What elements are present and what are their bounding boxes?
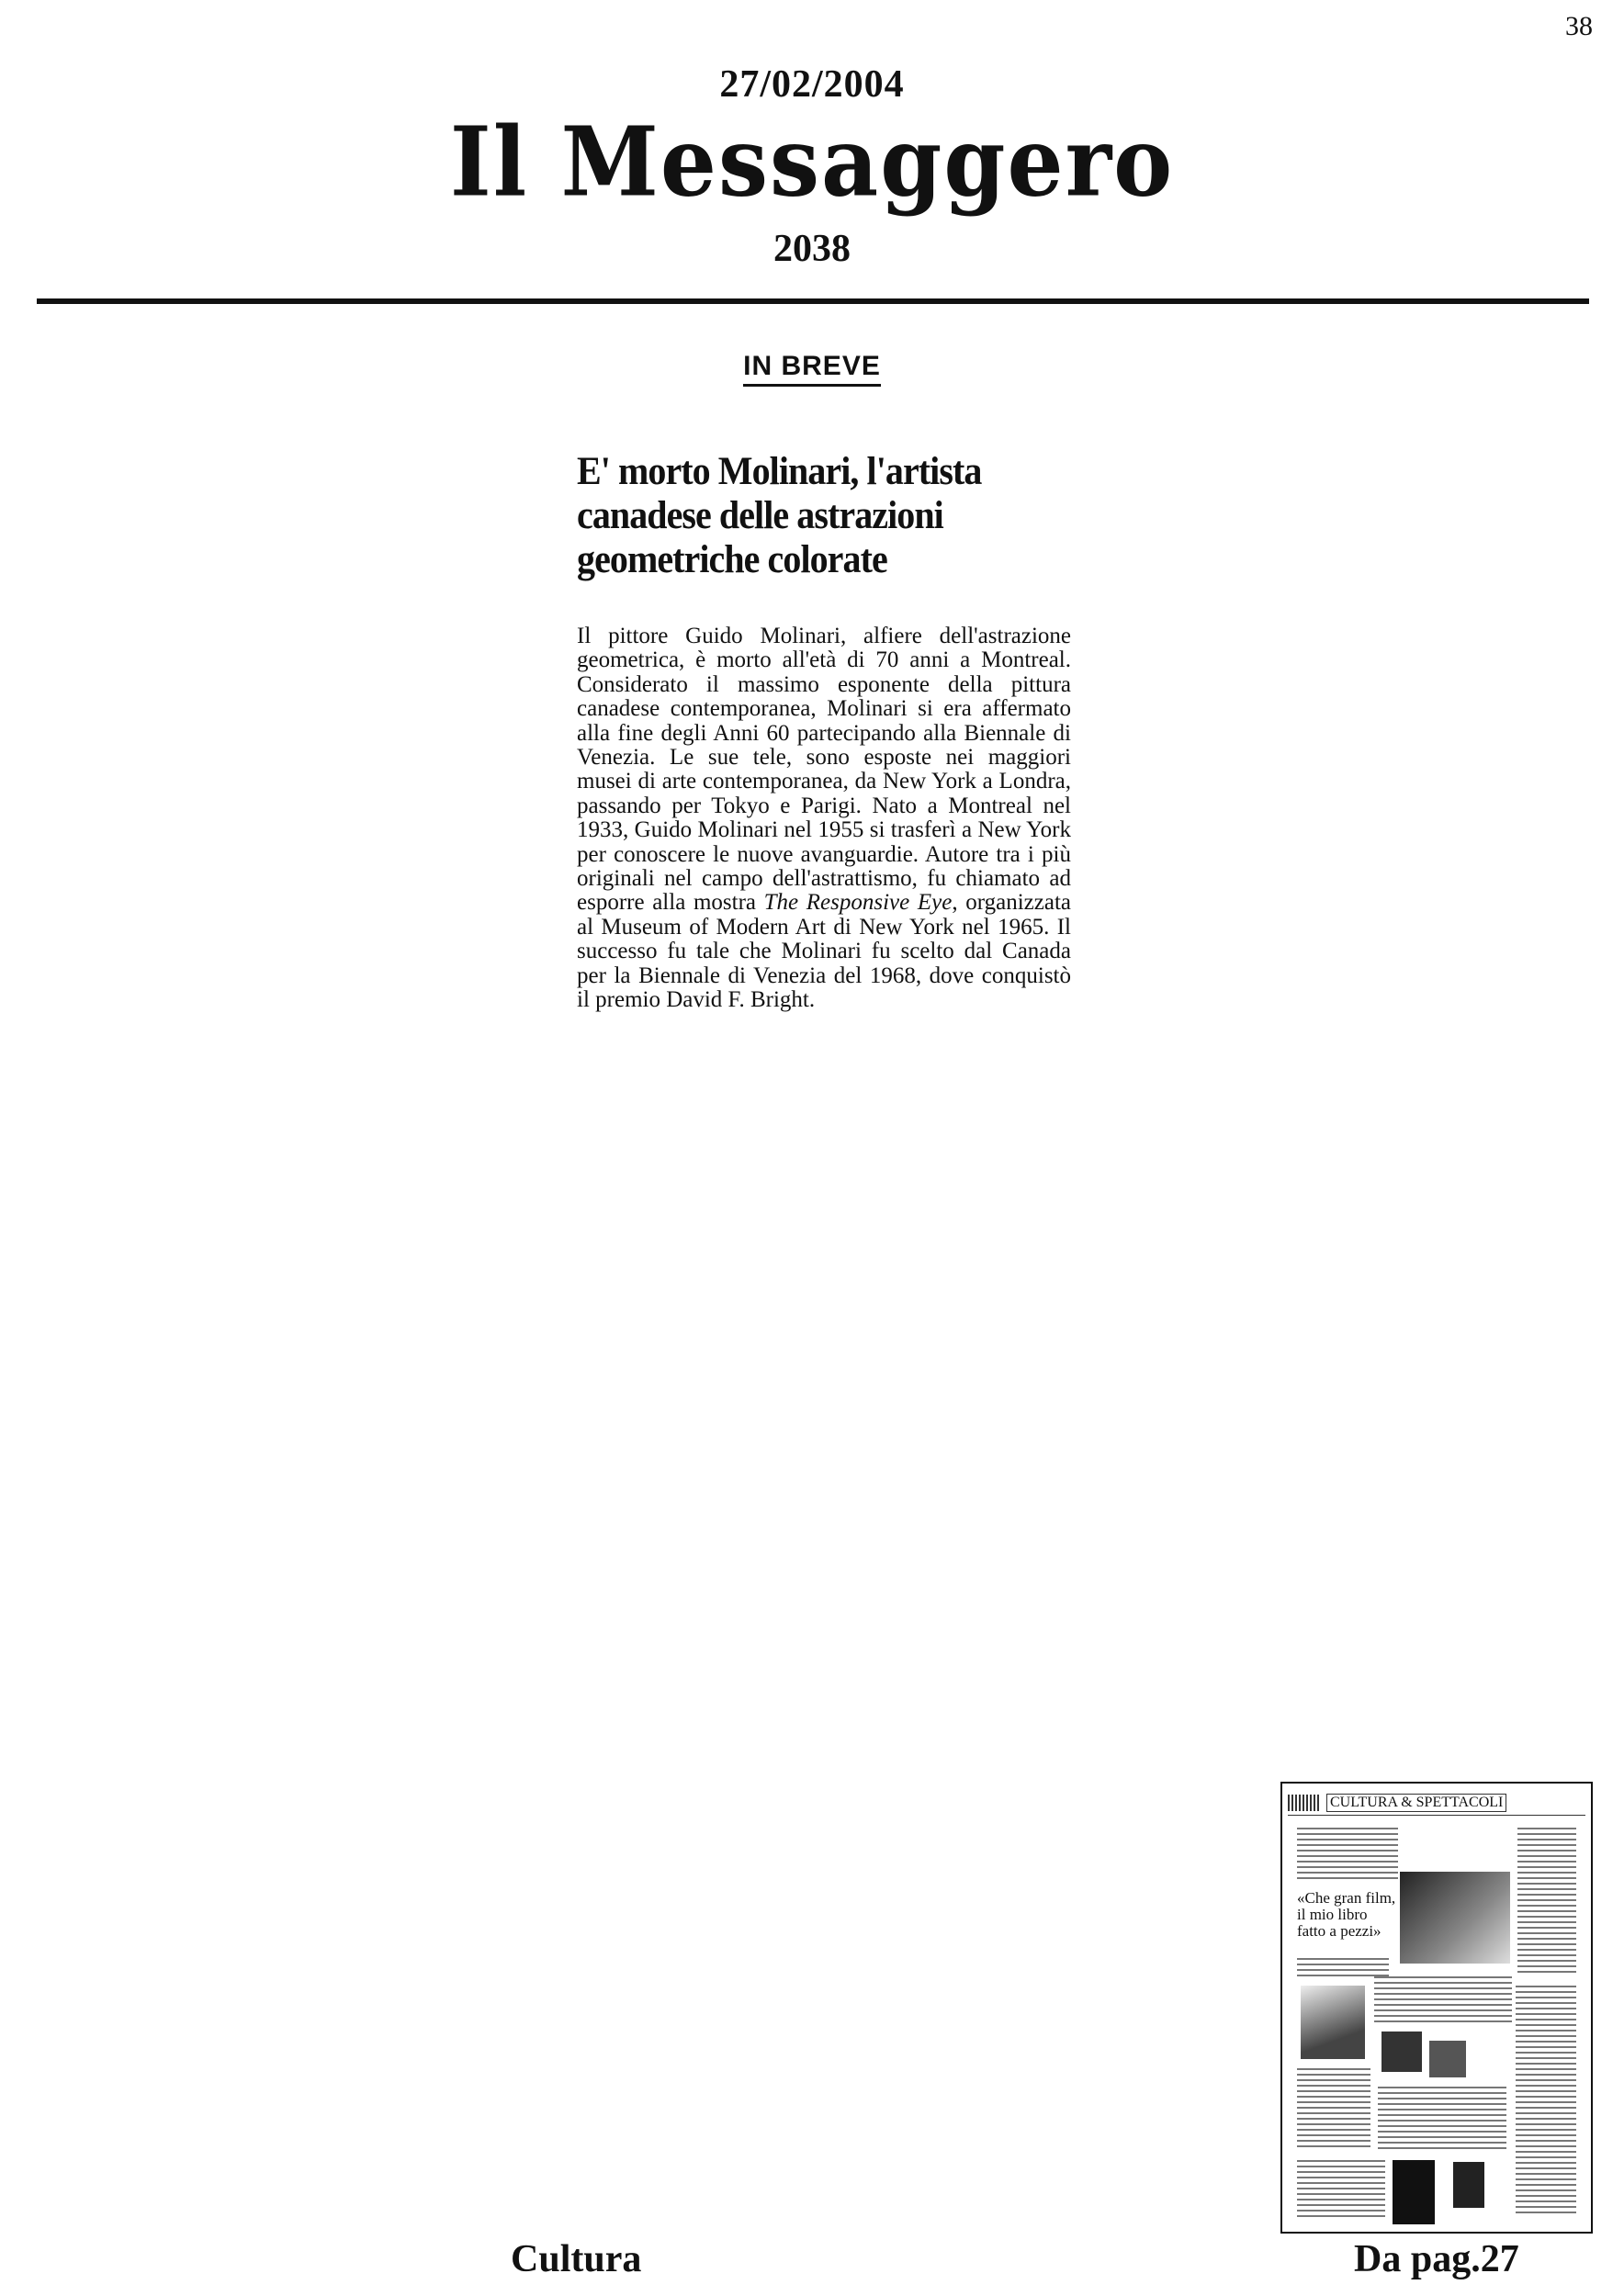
newspaper-logo: Il Messaggero [449, 106, 1175, 219]
article [577, 450, 1071, 1036]
masthead [0, 62, 1624, 271]
thumbnail-text-block [1297, 2068, 1370, 2151]
header-divider [37, 298, 1589, 304]
thumbnail-text-block [1517, 1828, 1576, 1975]
clipping-code: 2038 [773, 228, 851, 270]
footer-section: Cultura [511, 2238, 642, 2280]
article-body-part-2: , organizzata al Museum of Modern Art di New York nel 1965. Il successo fu tale che Molinari fu scelto dal Canada per la Biennale di Venezia del 1968, dove conquistò il premio David F. Bright. [577, 890, 1071, 1013]
thumbnail-photo [1382, 2032, 1422, 2072]
thumbnail-text-block [1297, 1828, 1398, 1883]
thumbnail-photo [1453, 2162, 1484, 2208]
footer-source-page: Da pag.27 [1354, 2238, 1519, 2280]
article-headline: E' morto Molinari, l'artista canadese delle astrazioni geometriche colorate [577, 450, 982, 581]
source-page-thumbnail [1280, 1782, 1593, 2234]
thumbnail-photo [1429, 2041, 1466, 2077]
publication-date: 27/02/2004 [719, 63, 905, 106]
thumbnail-text-block [1374, 1976, 1512, 2022]
section-tag-label: IN BREVE [743, 351, 881, 387]
thumbnail-section-title: CULTURA & SPETTACOLI [1326, 1794, 1506, 1812]
thumbnail-header [1288, 1791, 1585, 1816]
exhibition-title: The Responsive Eye [763, 890, 953, 916]
page-number: 38 [1565, 11, 1593, 41]
article-body [577, 625, 1071, 1013]
thumbnail-photo [1393, 2160, 1435, 2224]
thumbnail-photo [1400, 1872, 1510, 1964]
section-tag [0, 351, 1624, 387]
thumbnail-photo [1301, 1986, 1365, 2059]
thumbnail-headline: «Che gran film, il mio libro fatto a pezzi» [1297, 1889, 1396, 1940]
thumbnail-text-block [1297, 2160, 1385, 2221]
thumbnail-text-block [1516, 1986, 1576, 2215]
thumbnail-text-block [1378, 2087, 1506, 2151]
article-body-part-1: Il pittore Guido Molinari, alfiere dell'astrazione geometrica, è morto all'età di 70 anni a Montreal. Considerato il massimo esponente della pittura canadese contemporanea, Molinari si era affermato alla fine degli Anni 60 partecipando alla Biennale di Venezia. Le sue tele, sono esposte nei maggiori musei di arte contemporanea, da New York a Londra, passando per Tokyo e Parigi. Nato a Montreal nel 1933, Guido Molinari nel 1955 si trasferì a New York per conoscere le nuove avanguardie. Autore tra i più originali nel campo dell'astrattismo, fu chiamato ad esporre alla mostra [577, 624, 1071, 916]
thumbnail-logo [1288, 1795, 1321, 1811]
